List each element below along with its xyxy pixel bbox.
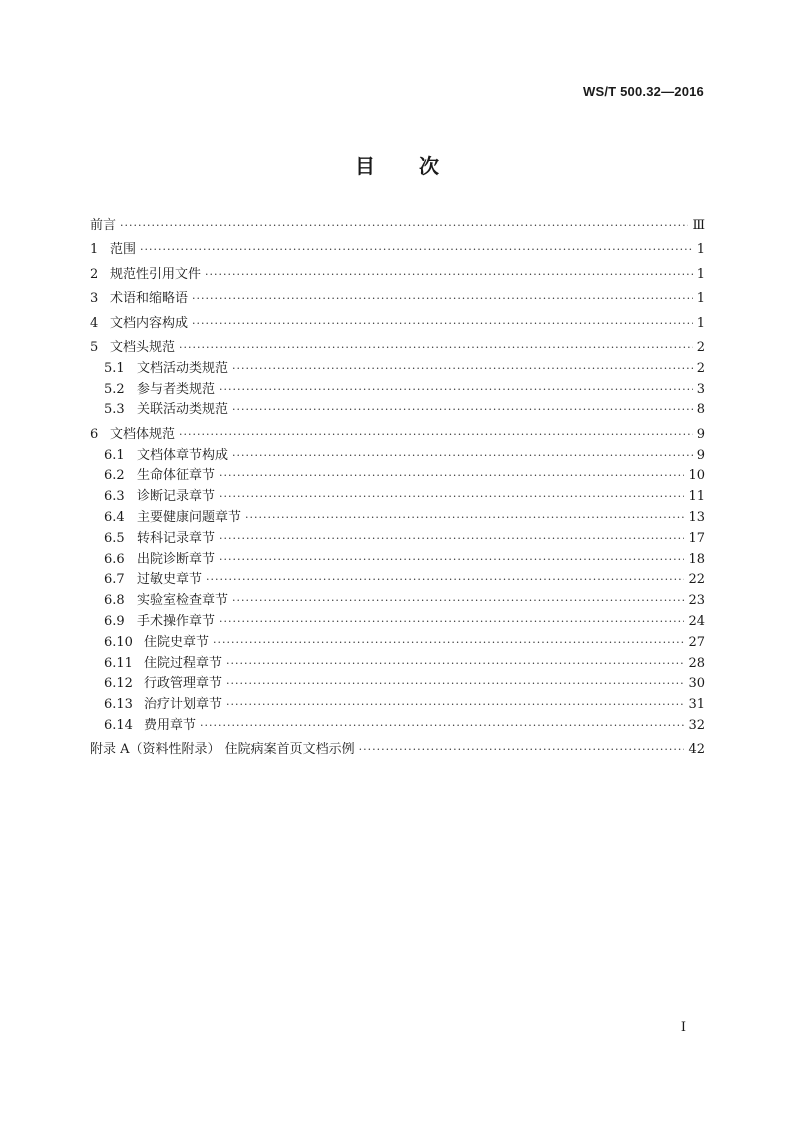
toc-entry-label: 范围 bbox=[110, 242, 137, 258]
table-of-contents bbox=[90, 216, 705, 761]
toc-entry-label: 文档头规范 bbox=[110, 339, 176, 355]
toc-entry[interactable] bbox=[90, 570, 705, 591]
dot-leader bbox=[219, 466, 684, 487]
toc-entry-label: 行政管理章节 bbox=[144, 676, 223, 692]
toc-entry-number: 6.12 bbox=[104, 676, 133, 692]
toc-entry-page: 30 bbox=[688, 676, 705, 692]
dot-leader bbox=[213, 633, 684, 654]
toc-entry-number: 3 bbox=[90, 291, 99, 307]
toc-entry-label: 过敏史章节 bbox=[137, 572, 203, 588]
dot-leader bbox=[200, 716, 684, 737]
toc-entry-number: 5.2 bbox=[104, 381, 125, 397]
dot-leader bbox=[245, 508, 684, 529]
toc-entry[interactable] bbox=[90, 487, 705, 508]
dot-leader bbox=[219, 612, 684, 633]
toc-entry-page: 27 bbox=[688, 634, 705, 650]
dot-leader bbox=[219, 487, 684, 508]
toc-entry-page: 1 bbox=[696, 291, 705, 307]
toc-entry[interactable] bbox=[90, 400, 705, 421]
dot-leader bbox=[219, 380, 693, 401]
toc-entry-label: 转科记录章节 bbox=[137, 530, 216, 546]
toc-entry[interactable] bbox=[90, 314, 705, 335]
toc-entry-page: 31 bbox=[688, 697, 705, 713]
toc-entry-label: 住院过程章节 bbox=[144, 655, 223, 671]
toc-entry-page: 32 bbox=[688, 717, 705, 733]
toc-entry[interactable] bbox=[90, 216, 705, 237]
page-title bbox=[0, 150, 794, 179]
dot-leader bbox=[140, 240, 693, 261]
toc-entry-page: 3 bbox=[696, 381, 705, 397]
toc-entry-label: 术语和缩略语 bbox=[110, 291, 189, 307]
toc-entry[interactable] bbox=[90, 716, 705, 737]
toc-entry[interactable] bbox=[90, 289, 705, 310]
dot-leader bbox=[232, 591, 684, 612]
dot-leader bbox=[179, 425, 693, 446]
toc-entry-label: 关联活动类规范 bbox=[137, 402, 229, 418]
dot-leader bbox=[226, 674, 684, 695]
toc-entry-number: 6.5 bbox=[104, 530, 125, 546]
dot-leader bbox=[232, 446, 693, 467]
toc-entry[interactable] bbox=[90, 695, 705, 716]
toc-entry-number: 6.4 bbox=[104, 509, 125, 525]
dot-leader bbox=[192, 289, 693, 310]
dot-leader bbox=[359, 740, 685, 761]
title-part-1: 目 bbox=[355, 154, 375, 178]
toc-entry-number: 6.13 bbox=[104, 697, 133, 713]
toc-entry[interactable] bbox=[90, 740, 705, 761]
toc-entry-label: 实验室检查章节 bbox=[137, 593, 229, 609]
toc-entry-label: 文档体章节构成 bbox=[137, 447, 229, 463]
toc-entry-page: 11 bbox=[688, 489, 705, 505]
title-part-2: 次 bbox=[419, 154, 439, 178]
toc-entry[interactable] bbox=[90, 612, 705, 633]
toc-entry-label: 文档活动类规范 bbox=[137, 360, 229, 376]
toc-entry-label: 附录 A（资料性附录） 住院病案首页文档示例 bbox=[90, 742, 355, 758]
toc-entry-label: 手术操作章节 bbox=[137, 613, 216, 629]
toc-entry-number: 6.11 bbox=[104, 655, 133, 671]
dot-leader bbox=[219, 550, 684, 571]
dot-leader bbox=[226, 654, 684, 675]
toc-entry[interactable] bbox=[90, 425, 705, 446]
toc-entry-page: 22 bbox=[688, 572, 705, 588]
toc-entry-number: 6.1 bbox=[104, 447, 125, 463]
toc-entry-label: 治疗计划章节 bbox=[144, 697, 223, 713]
toc-entry[interactable] bbox=[90, 508, 705, 529]
toc-entry-label: 前言 bbox=[90, 218, 117, 233]
toc-entry-label: 费用章节 bbox=[144, 717, 197, 733]
toc-entry-number: 6.10 bbox=[104, 634, 133, 650]
toc-entry-number: 6 bbox=[90, 426, 99, 442]
toc-entry-label: 生命体征章节 bbox=[137, 468, 216, 484]
toc-entry-label: 文档体规范 bbox=[110, 426, 176, 442]
dot-leader bbox=[232, 359, 693, 380]
toc-entry[interactable] bbox=[90, 380, 705, 401]
toc-entry[interactable] bbox=[90, 240, 705, 261]
toc-entry-page: 1 bbox=[696, 242, 705, 258]
dot-leader bbox=[120, 216, 688, 237]
toc-entry[interactable] bbox=[90, 446, 705, 467]
toc-entry[interactable] bbox=[90, 338, 705, 359]
toc-entry-page: 2 bbox=[696, 339, 705, 355]
toc-entry[interactable] bbox=[90, 550, 705, 571]
toc-entry-number: 4 bbox=[90, 315, 99, 331]
toc-entry[interactable] bbox=[90, 591, 705, 612]
toc-entry-number: 6.9 bbox=[104, 613, 125, 629]
toc-entry-label: 文档内容构成 bbox=[110, 315, 189, 331]
toc-entry-page: 28 bbox=[688, 655, 705, 671]
toc-entry-page: 9 bbox=[696, 447, 705, 463]
dot-leader bbox=[206, 570, 684, 591]
dot-leader bbox=[232, 400, 693, 421]
toc-entry-page: 18 bbox=[688, 551, 705, 567]
toc-entry-number: 6.14 bbox=[104, 717, 133, 733]
toc-entry-page: 8 bbox=[696, 402, 705, 418]
dot-leader bbox=[226, 695, 684, 716]
page-number: I bbox=[680, 1020, 686, 1035]
toc-entry-page: 17 bbox=[688, 530, 705, 546]
toc-entry-number: 6.8 bbox=[104, 593, 125, 609]
toc-entry-page: 23 bbox=[688, 593, 705, 609]
toc-entry-page: 10 bbox=[688, 468, 705, 484]
toc-entry-label: 主要健康问题章节 bbox=[137, 509, 242, 525]
toc-entry-number: 1 bbox=[90, 242, 99, 258]
toc-entry-page: 1 bbox=[696, 266, 705, 282]
standard-code: WS/T 500.32—2016 bbox=[583, 84, 704, 99]
toc-entry[interactable] bbox=[90, 654, 705, 675]
toc-entry-number: 6.7 bbox=[104, 572, 125, 588]
dot-leader bbox=[205, 265, 693, 286]
toc-entry-number: 6.2 bbox=[104, 468, 125, 484]
dot-leader bbox=[192, 314, 693, 335]
toc-entry-number: 6.3 bbox=[104, 489, 125, 505]
toc-entry-page: 24 bbox=[688, 613, 705, 629]
toc-entry[interactable] bbox=[90, 633, 705, 654]
dot-leader bbox=[179, 338, 693, 359]
toc-entry-page: 13 bbox=[688, 509, 705, 525]
toc-entry-number: 5.1 bbox=[104, 360, 125, 376]
toc-entry-label: 出院诊断章节 bbox=[137, 551, 216, 567]
toc-entry[interactable] bbox=[90, 529, 705, 550]
toc-entry-number: 5.3 bbox=[104, 402, 125, 418]
toc-entry-number: 6.6 bbox=[104, 551, 125, 567]
toc-entry-label: 住院史章节 bbox=[144, 634, 210, 650]
toc-entry-label: 规范性引用文件 bbox=[110, 266, 202, 282]
toc-entry-page: 2 bbox=[696, 360, 705, 376]
toc-entry-number: 2 bbox=[90, 266, 99, 282]
toc-entry-page: 9 bbox=[696, 426, 705, 442]
toc-entry[interactable] bbox=[90, 265, 705, 286]
toc-entry[interactable] bbox=[90, 359, 705, 380]
toc-entry[interactable] bbox=[90, 674, 705, 695]
toc-entry-number: 5 bbox=[90, 339, 99, 355]
toc-entry-page: 1 bbox=[696, 315, 705, 331]
toc-entry-page: Ⅲ bbox=[692, 218, 705, 233]
toc-entry-label: 诊断记录章节 bbox=[137, 489, 216, 505]
dot-leader bbox=[219, 529, 684, 550]
toc-entry-page: 42 bbox=[688, 742, 705, 758]
toc-entry[interactable] bbox=[90, 466, 705, 487]
toc-entry-label: 参与者类规范 bbox=[137, 381, 216, 397]
